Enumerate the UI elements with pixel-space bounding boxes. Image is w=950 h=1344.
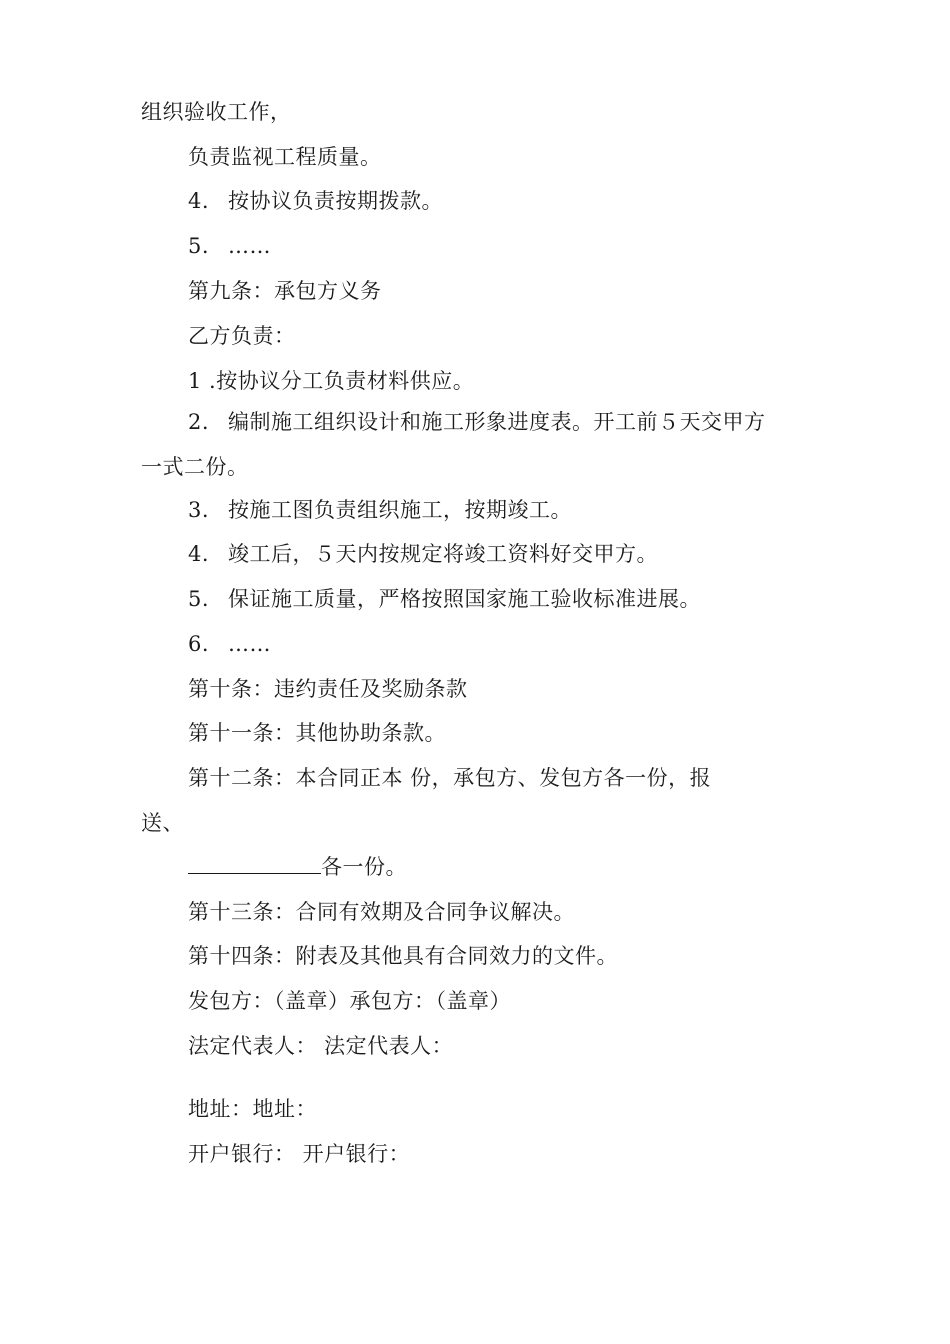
text-fragment: 各一份。	[321, 855, 407, 879]
list-item	[188, 540, 658, 568]
text-line: 负责监视工程质量。	[188, 145, 382, 169]
text-line: 乙方负责：	[188, 324, 296, 348]
list-item	[188, 496, 572, 524]
list-number: 6.	[188, 632, 210, 656]
signature-line: 法定代表人： 法定代表人：	[188, 1034, 454, 1058]
list-text: ……	[228, 234, 271, 258]
list-number: 3.	[188, 498, 210, 522]
list-number: 5.	[188, 234, 210, 258]
text-line	[188, 853, 407, 881]
list-item	[188, 585, 701, 613]
list-item	[188, 630, 271, 658]
list-item	[188, 232, 271, 260]
list-number: 4.	[188, 542, 210, 566]
fill-in-blank	[188, 855, 321, 874]
signature-line: 发包方：（盖章）承包方：（盖章）	[188, 989, 511, 1013]
list-text: 编制施工组织设计和施工形象进度表。开工前５天交甲方	[228, 410, 766, 434]
signature-line: 地址：地址：	[188, 1097, 317, 1121]
text-line: 组织验收工作，	[141, 100, 292, 124]
list-item: 1 .按协议分工负责材料供应。	[188, 369, 475, 393]
article-heading: 第十二条：本合同正本 份，承包方、发包方各一份，报	[188, 766, 712, 790]
list-text: 按协议负责按期拨款。	[228, 189, 443, 213]
list-text: 竣工后，５天内按规定将竣工资料好交甲方。	[228, 542, 658, 566]
list-number: 4.	[188, 189, 210, 213]
article-heading: 第十条：违约责任及奖励条款	[188, 677, 468, 701]
list-item	[188, 408, 766, 436]
list-item	[188, 187, 443, 215]
article-heading: 第十一条：其他协助条款。	[188, 721, 446, 745]
list-text: 保证施工质量，严格按照国家施工验收标准进展。	[228, 587, 701, 611]
article-heading: 第十三条：合同有效期及合同争议解决。	[188, 900, 575, 924]
list-text: 按施工图负责组织施工，按期竣工。	[228, 498, 572, 522]
list-text: ……	[228, 632, 271, 656]
list-number: 5.	[188, 587, 210, 611]
text-line: 送、	[141, 811, 184, 835]
article-heading: 第十四条：附表及其他具有合同效力的文件。	[188, 944, 618, 968]
list-number: 2.	[188, 410, 210, 434]
text-line: 一式二份。	[141, 455, 249, 479]
article-heading: 第九条：承包方义务	[188, 279, 382, 303]
signature-line: 开户银行： 开户银行：	[188, 1142, 411, 1166]
